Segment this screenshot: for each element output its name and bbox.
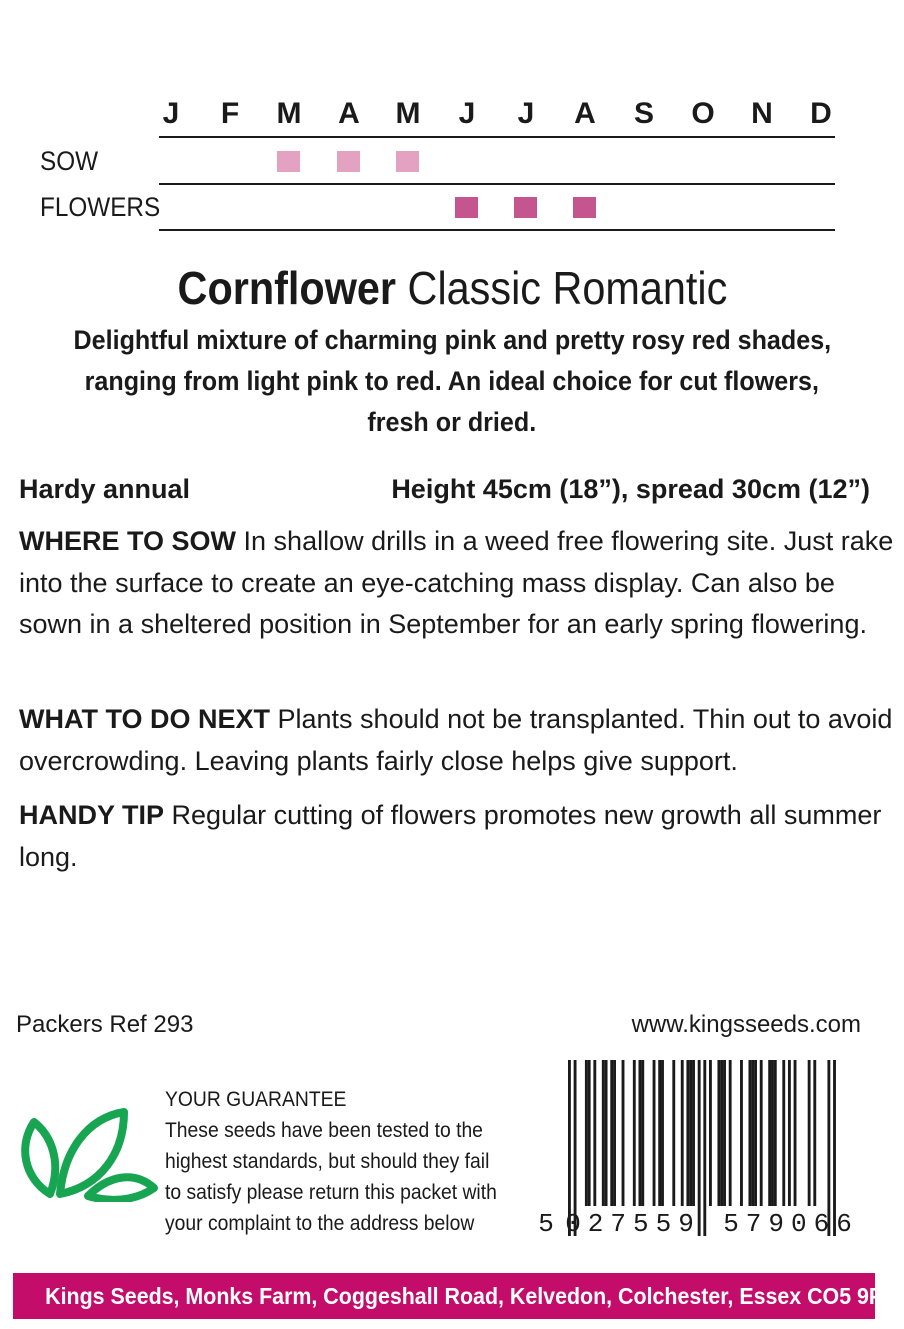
barcode-bar <box>639 1060 642 1206</box>
guarantee-line: to satisfy please return this packet with <box>165 1181 497 1204</box>
barcode-bar <box>661 1060 664 1206</box>
barcode-bar <box>681 1060 684 1206</box>
barcode-bar <box>788 1060 791 1206</box>
month-sep: S <box>633 97 654 130</box>
guarantee-line: highest standards, but should they fail <box>165 1150 490 1173</box>
where-to-sow-section <box>19 521 894 646</box>
barcode-digits <box>536 1207 866 1239</box>
barcode-bar <box>689 1060 692 1206</box>
flowers-mark-jul <box>514 197 537 218</box>
barcode-bar <box>760 1060 763 1206</box>
month-aug: A <box>574 97 596 130</box>
sow-mark-apr <box>337 151 360 172</box>
product-description <box>10 320 894 443</box>
barcode-bar <box>723 1060 726 1206</box>
guarantee-line: These seeds have been tested to the <box>165 1119 483 1142</box>
website-link[interactable]: www.kingsseeds.com <box>631 1011 861 1038</box>
barcode-bar <box>605 1060 608 1206</box>
handy-tip-heading: HANDY TIP <box>19 800 165 830</box>
packers-ref: Packers Ref 293 <box>16 1011 194 1038</box>
plant-dimensions: Height 45cm (18”), spread 30cm (12”) <box>391 474 870 504</box>
barcode-bar <box>658 1060 661 1206</box>
description-line: ranging from light pink to red. An ideal choice for cut flowers, <box>84 366 820 396</box>
month-jun: J <box>458 97 476 130</box>
barcode-bar <box>813 1060 816 1206</box>
barcode-bar <box>610 1060 613 1206</box>
barcode-bar <box>729 1060 732 1206</box>
barcode-bar <box>740 1060 743 1206</box>
handy-tip-section <box>19 795 894 878</box>
barcode-bar <box>588 1060 591 1206</box>
sow-mark-mar <box>277 151 300 172</box>
month-nov: N <box>751 97 773 130</box>
barcode-bar <box>751 1060 754 1206</box>
month-oct: O <box>691 97 715 130</box>
barcode-digits-right: 579066 <box>723 1209 859 1239</box>
barcode-bar <box>622 1060 625 1206</box>
barcode-bar <box>585 1060 588 1206</box>
barcode-bar <box>686 1060 689 1206</box>
product-title <box>0 260 904 316</box>
barcode-bar <box>593 1060 596 1206</box>
barcode-digit-first: 5 <box>538 1209 554 1239</box>
where-to-sow-text: In shallow drills in a weed free flowering site. Just rake into the surface to create an eye-catching mass display. Can also be sown in a sheltered position in September for an early spring flowering. <box>19 526 894 639</box>
what-to-do-next-heading: WHAT TO DO NEXT <box>19 704 270 734</box>
product-variety: Classic Romantic <box>407 262 727 314</box>
barcode-bar <box>692 1060 695 1206</box>
description-line: fresh or dried. <box>367 407 537 437</box>
where-to-sow-heading: WHERE TO SOW <box>19 526 237 556</box>
flowers-mark-jun <box>455 197 478 218</box>
calendar-rule-bottom <box>159 229 835 231</box>
barcode-bar <box>768 1060 771 1206</box>
barcode-bar <box>794 1060 797 1206</box>
month-dec: D <box>810 97 832 130</box>
month-may: M <box>395 97 421 130</box>
month-apr: A <box>338 97 360 130</box>
barcode-bar <box>653 1060 656 1206</box>
barcode-bar <box>782 1060 785 1206</box>
month-jul: J <box>517 97 535 130</box>
guarantee-block <box>165 1084 535 1239</box>
barcode-bar <box>641 1060 644 1206</box>
what-to-do-next-text: Plants should not be transplanted. Thin out to avoid overcrowding. Leaving plants fairly close helps give support. <box>19 704 893 776</box>
barcode-bar <box>720 1060 723 1206</box>
barcode-bar <box>672 1060 675 1206</box>
month-mar: M <box>276 97 302 130</box>
month-jan: J <box>162 97 180 130</box>
barcode-bar <box>754 1060 757 1206</box>
barcode-bar <box>717 1060 720 1206</box>
barcode-bar <box>808 1060 811 1206</box>
leaf-logo-icon <box>16 1106 158 1202</box>
barcode-bar <box>774 1060 777 1206</box>
what-to-do-next-section <box>19 699 894 782</box>
handy-tip-text: Regular cutting of flowers promotes new growth all summer long. <box>19 800 882 872</box>
flowers-row-label: FLOWERS <box>40 192 161 222</box>
footer-address-bar <box>13 1273 900 1319</box>
month-feb: F <box>220 97 240 130</box>
description-line: Delightful mixture of charming pink and pretty rosy red shades, <box>73 325 831 355</box>
footer-address: Kings Seeds, Monks Farm, Coggeshall Road, Kelvedon, Colchester, Essex CO5 9PG <box>45 1283 900 1309</box>
barcode-bar <box>613 1060 616 1206</box>
barcode-bar <box>602 1060 605 1206</box>
calendar-rule-middle <box>159 183 835 185</box>
barcode-bar <box>748 1060 751 1206</box>
sow-row-label: SOW <box>40 146 99 176</box>
barcode-bar <box>633 1060 636 1206</box>
flowers-mark-aug <box>573 197 596 218</box>
barcode-digits-left: 027559 <box>565 1209 701 1239</box>
plant-type: Hardy annual <box>19 474 191 504</box>
sow-mark-may <box>396 151 419 172</box>
barcode-bar <box>709 1060 712 1206</box>
guarantee-heading: YOUR GUARANTEE <box>165 1088 347 1111</box>
guarantee-line: your complaint to the address below <box>165 1212 475 1235</box>
calendar-rule-top <box>159 136 835 138</box>
sowing-calendar <box>0 0 904 240</box>
barcode-bar <box>771 1060 774 1206</box>
product-name: Cornflower <box>177 262 396 314</box>
